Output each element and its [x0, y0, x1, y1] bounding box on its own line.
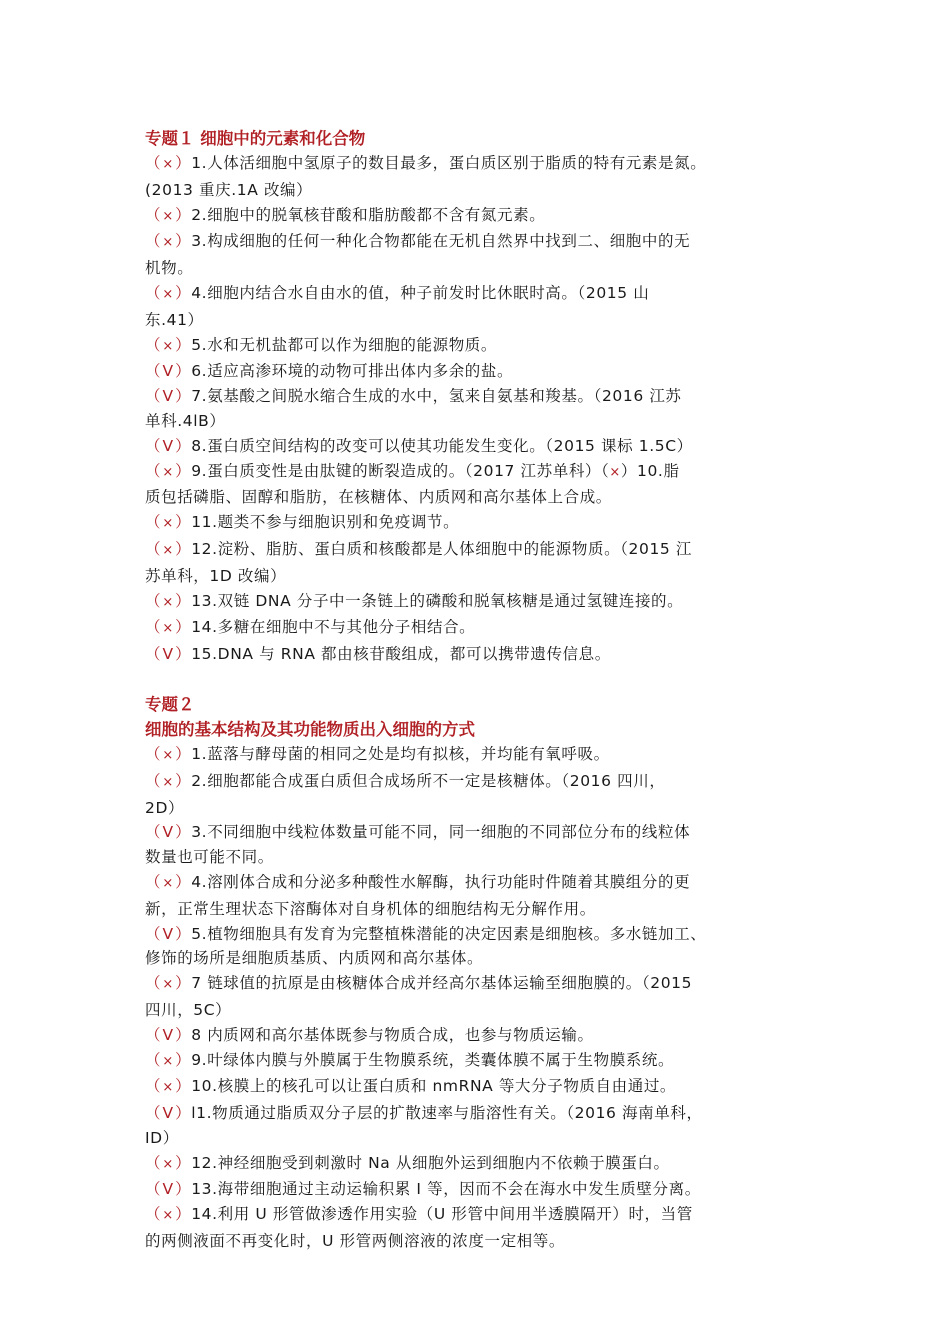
- statement-item: [145, 870, 817, 897]
- answer-mark: （V）: [145, 1104, 191, 1122]
- section-heading: 专题１ 细胞中的元素和化合物: [145, 129, 366, 148]
- answer-mark: （V）: [145, 925, 191, 943]
- statement-item: [145, 820, 817, 845]
- statement-item: [145, 434, 817, 459]
- statement-item: [145, 1101, 817, 1126]
- statement-item: [145, 1023, 817, 1048]
- wrong-mark-icon: ×: [162, 1080, 174, 1096]
- statement-text: 数量也可能不同。: [145, 848, 274, 867]
- statement-continuation: [145, 308, 817, 333]
- correct-mark-icon: V: [162, 387, 174, 406]
- answer-mark: （×）: [145, 592, 191, 610]
- wrong-mark-icon: ×: [162, 1208, 174, 1224]
- statement-text: 12.神经细胞受到刺激时 Na 从细胞外运到细胞内不依赖于膜蛋白。: [191, 1153, 670, 1172]
- answer-mark: （×）: [145, 206, 191, 224]
- statement-text: 的两侧液面不再变化时，U 形管两侧溶液的浓度一定相等。: [145, 1232, 565, 1251]
- statement-text: (2013 重庆.1A 改编）: [145, 180, 313, 199]
- statement-continuation: [145, 485, 817, 510]
- answer-mark: （V）: [145, 387, 191, 405]
- statement-text: 10.核膜上的核孔可以让蛋白质和 nmRNA 等大分子物质自由通过。: [191, 1077, 677, 1096]
- answer-mark: （×）: [145, 154, 191, 172]
- answer-mark: （V）: [145, 1026, 191, 1044]
- wrong-mark-icon: ×: [162, 747, 174, 763]
- wrong-mark-icon: ×: [162, 1156, 174, 1172]
- answer-mark: （×）: [145, 745, 191, 763]
- answer-mark: （×）: [145, 1051, 191, 1069]
- statement-text: 修饰的场所是细胞质基质、内质网和高尔基体。: [145, 949, 484, 968]
- statement-item: [145, 922, 817, 947]
- wrong-mark-icon: ×: [162, 542, 174, 558]
- answer-mark: （×）: [145, 336, 191, 354]
- statement-text: 东.41）: [145, 310, 204, 329]
- statement-text: 11.题类不参与细胞识别和免疫调节。: [191, 513, 460, 532]
- correct-mark-icon: V: [162, 436, 174, 455]
- answer-mark: （×）: [145, 513, 191, 531]
- statement-text: 新，正常生理状态下溶酶体对自身机体的细胞结构无分解作用。: [145, 899, 596, 918]
- statement-item: [145, 229, 817, 256]
- statement-text: 8.蛋白质空间结构的改变可以使其功能发生变化。（2015 课标 1.5C）: [191, 436, 693, 455]
- statement-text: 2D）: [145, 798, 185, 817]
- wrong-mark-icon: ×: [162, 157, 174, 172]
- wrong-mark-icon: ×: [162, 464, 174, 480]
- statement-item: [145, 1074, 817, 1101]
- statement-text: 4.溶刚体合成和分泌多种酸性水解酶，执行功能时件随着其膜组分的更: [191, 872, 691, 891]
- answer-mark: （V）: [145, 645, 191, 663]
- answer-mark: （×）: [145, 618, 191, 636]
- correct-mark-icon: V: [162, 645, 174, 664]
- statement-item: [145, 459, 817, 486]
- wrong-mark-icon: ×: [162, 621, 174, 637]
- statement-continuation: [145, 178, 817, 203]
- statement-text: 质包括磷脂、固醇和脂肪，在核糖体、内质网和高尔基体上合成。: [145, 488, 612, 507]
- answer-mark: （×）: [145, 462, 191, 480]
- wrong-mark-icon: ×: [162, 1053, 174, 1069]
- statement-item: [145, 1151, 817, 1178]
- statement-item: [145, 203, 817, 230]
- statement-continuation: [145, 897, 817, 922]
- wrong-mark-icon: ×: [162, 286, 174, 302]
- wrong-mark-icon: ×: [162, 875, 174, 891]
- statement-continuation: [145, 256, 817, 281]
- correct-mark-icon: V: [162, 924, 174, 943]
- statement-continuation: [145, 796, 817, 821]
- statement-text: 9.蛋白质变性是由肽键的断裂造成的。（2017 江苏单科）（: [191, 461, 610, 480]
- statement-item: [145, 1177, 817, 1202]
- answer-mark: （×）: [145, 1205, 191, 1223]
- wrong-mark-icon: ×: [162, 594, 174, 610]
- statement-text: 3.不同细胞中线粒体数量可能不同，同一细胞的不同部位分布的线粒体: [191, 823, 691, 842]
- section-heading: 细胞的基本结构及其功能物质出入细胞的方式: [145, 719, 475, 739]
- correct-mark-icon: V: [162, 1104, 174, 1123]
- wrong-mark-icon: ×: [162, 516, 174, 532]
- statement-text: l1.物质通过脂质双分子层的扩散速率与脂溶性有关。（2016 海南单科，: [191, 1104, 703, 1123]
- statement-text: 7 链球值的抗原是由核糖体合成并经高尔基体运输至细胞膜的。（2015: [191, 974, 693, 993]
- wrong-mark-icon: ×: [162, 774, 174, 790]
- statement-item: [145, 281, 817, 308]
- answer-mark: （×）: [145, 232, 191, 250]
- wrong-mark-icon: ×: [162, 208, 174, 224]
- statement-item: [145, 1048, 817, 1075]
- statement-item: [145, 615, 817, 642]
- answer-mark: （V）: [145, 362, 191, 380]
- statement-text: 1.蓝落与酵母菌的相同之处是均有拟核，并均能有氧呼吸。: [191, 744, 610, 763]
- statement-text: ID）: [145, 1128, 179, 1147]
- statement-text: 2.细胞中的脱氧核苷酸和脂肪酸都不含有氮元素。: [191, 205, 546, 224]
- statement-text: 15.DNA 与 RNA 都由核苷酸组成，都可以携带遗传信息。: [191, 645, 611, 664]
- statement-item: [145, 642, 817, 667]
- statement-text: 8 内质网和高尔基体既参与物质合成，也参与物质运输。: [191, 1025, 594, 1044]
- statement-item: [145, 510, 817, 537]
- statement-text: 13.双链 DNA 分子中一条链上的磷酸和脱氧核糖是通过氢键连接的。: [191, 591, 684, 610]
- correct-mark-icon: V: [162, 1180, 174, 1199]
- answer-mark: （×）: [145, 772, 191, 790]
- section-heading: 专题２: [145, 694, 195, 714]
- wrong-mark-icon: ×: [162, 977, 174, 993]
- statement-continuation: [145, 1229, 817, 1254]
- statement-item: [145, 537, 817, 564]
- statement-item: [145, 359, 817, 384]
- answer-mark: （×）: [145, 873, 191, 891]
- statement-text: 单科.4lB）: [145, 411, 226, 430]
- statement-text: 9.叶绿体内膜与外膜属于生物膜系统，类囊体膜不属于生物膜系统。: [191, 1050, 675, 1069]
- statement-text: 12.淀粉、脂肪、蛋白质和核酸都是人体细胞中的能源物质。（2015 江: [191, 539, 692, 558]
- statement-text: 5.植物细胞具有发育为完整植株潜能的决定因素是细胞核。多水链加工、: [191, 924, 707, 943]
- wrong-mark-icon: ×: [162, 235, 174, 251]
- document-body: [145, 126, 817, 1254]
- statement-text: ）10.脂: [620, 461, 680, 480]
- statement-continuation: [145, 409, 817, 434]
- statement-continuation: [145, 946, 817, 971]
- answer-mark: （V）: [145, 437, 191, 455]
- statement-text: 苏单科，1D 改编）: [145, 566, 287, 585]
- statement-text: 5.水和无机盐都可以作为细胞的能源物质。: [191, 335, 498, 354]
- statement-text: 14.多糖在细胞中不与其他分子相结合。: [191, 618, 476, 637]
- statement-item: [145, 589, 817, 616]
- statement-text: 6.适应高渗环境的动物可排出体内多余的盐。: [191, 362, 514, 381]
- answer-mark: （V）: [145, 823, 191, 841]
- answer-mark: （×）: [145, 1077, 191, 1095]
- statement-text: 13.海带细胞通过主动运输积累 I 等，因而不会在海水中发生质壁分离。: [191, 1180, 701, 1199]
- statement-continuation: [145, 564, 817, 589]
- correct-mark-icon: V: [162, 823, 174, 842]
- statement-text: 2.细胞都能合成蛋白质但合成场所不一定是核糖体。（2016 四川，: [191, 771, 666, 790]
- answer-mark: （×）: [145, 974, 191, 992]
- statement-item: [145, 742, 817, 769]
- wrong-mark-icon: ×: [162, 338, 174, 354]
- statement-item: [145, 769, 817, 796]
- statement-text: 3.构成细胞的任何一种化合物都能在无机自然界中找到二、细胞中的无: [191, 232, 691, 251]
- statement-item: [145, 384, 817, 409]
- statement-item: [145, 1202, 817, 1229]
- statement-item: [145, 971, 817, 998]
- correct-mark-icon: V: [162, 362, 174, 381]
- statement-text: 四川，5C）: [145, 1000, 232, 1019]
- answer-mark: （×）: [145, 540, 191, 558]
- statement-continuation: [145, 845, 817, 870]
- statement-text: 7.氨基酸之间脱水缩合生成的水中，氢来自氨基和羧基。（2016 江苏: [191, 387, 682, 406]
- statement-item: [145, 151, 817, 178]
- wrong-mark-icon: ×: [609, 464, 621, 480]
- statement-continuation: [145, 1126, 817, 1151]
- statement-text: 机物。: [145, 259, 194, 278]
- answer-mark: （×）: [145, 1154, 191, 1172]
- correct-mark-icon: V: [162, 1025, 174, 1044]
- statement-continuation: [145, 998, 817, 1023]
- answer-mark: （V）: [145, 1180, 191, 1198]
- statement-text: 14.利用 U 形管做渗透作用实验（U 形管中间用半透膜隔开）时，当管: [191, 1205, 693, 1224]
- answer-mark: （×）: [145, 284, 191, 302]
- statement-text: 1.人体活细胞中氢原子的数目最多，蛋白质区别于脂质的特有元素是氮。: [191, 154, 707, 172]
- statement-item: [145, 333, 817, 360]
- statement-text: 4.细胞内结合水自由水的值，种子前发时比休眠时高。（2015 山: [191, 283, 650, 302]
